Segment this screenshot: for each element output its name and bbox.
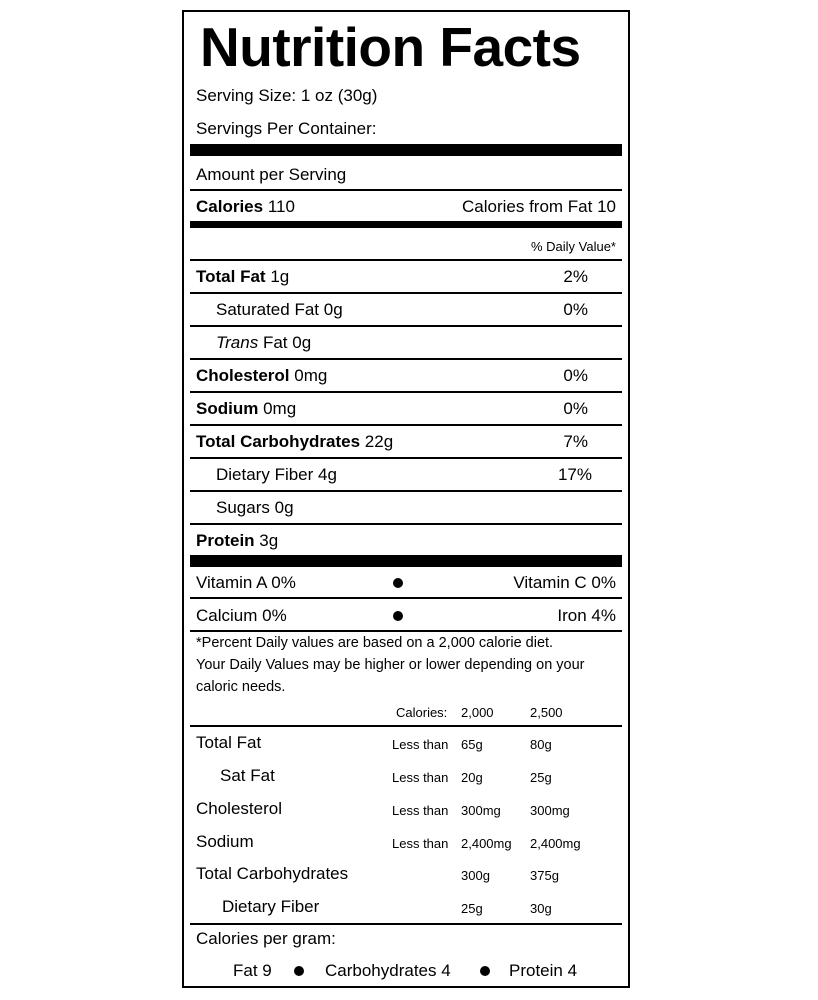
dv-row-qualifier: Less than bbox=[392, 803, 449, 818]
vitamin-right: Vitamin C 0% bbox=[513, 573, 616, 592]
dv-row-col2: 80g bbox=[530, 737, 552, 752]
nutrient-amount: 0mg bbox=[294, 366, 328, 385]
dv-row-name: Total Carbohydrates bbox=[196, 864, 349, 883]
divider bbox=[190, 358, 622, 360]
calories-label: Calories bbox=[196, 197, 264, 216]
nutrient-row-cholesterol bbox=[196, 366, 327, 386]
calories-per-gram-label: Calories per gram: bbox=[196, 929, 336, 948]
footnote bbox=[196, 632, 626, 698]
dv-row-col2: 300mg bbox=[530, 803, 570, 818]
nutrient-dv: 0% bbox=[563, 300, 588, 319]
dv-row-col1: 300mg bbox=[461, 803, 501, 818]
medium-divider bbox=[190, 221, 622, 228]
calories-per-gram-carbohydrates: Carbohydrates 4 bbox=[325, 961, 451, 980]
divider bbox=[190, 457, 622, 459]
nutrient-dv: 0% bbox=[563, 366, 588, 385]
nutrient-name: Saturated Fat bbox=[216, 300, 320, 319]
footnote-line: caloric needs. bbox=[196, 679, 286, 695]
nutrient-name: Dietary Fiber bbox=[216, 465, 314, 484]
dv-row-qualifier: Less than bbox=[392, 737, 449, 752]
vitamin-right: Iron 4% bbox=[557, 606, 616, 625]
dv-row-col1: 300g bbox=[461, 868, 490, 883]
nutrient-name: Sugars bbox=[216, 498, 270, 517]
nutrient-dv: 2% bbox=[563, 267, 588, 286]
nutrient-row-saturated-fat bbox=[216, 300, 343, 320]
divider bbox=[190, 189, 622, 191]
calories-row bbox=[196, 197, 295, 217]
nutrition-facts-label bbox=[182, 10, 630, 988]
dv-row-col1: 25g bbox=[461, 901, 483, 916]
thick-divider bbox=[190, 555, 622, 567]
dv-row-col1: 2,400mg bbox=[461, 836, 512, 851]
dv-row-name: Dietary Fiber bbox=[222, 897, 320, 916]
divider bbox=[190, 259, 622, 261]
nutrient-name: Total Carbohydrates bbox=[196, 432, 361, 451]
thick-divider bbox=[190, 144, 622, 156]
dv-row-name: Cholesterol bbox=[196, 799, 282, 818]
dv-row-col2: 25g bbox=[530, 770, 552, 785]
nutrient-name: Fat bbox=[262, 333, 288, 352]
nutrient-name: Total Fat bbox=[196, 267, 266, 286]
nutrient-amount: 0g bbox=[292, 333, 312, 352]
calories-from-fat: Calories from Fat 10 bbox=[462, 197, 616, 216]
dv-row-col2: 375g bbox=[530, 868, 559, 883]
nutrient-name-italic: Trans bbox=[216, 333, 259, 352]
dv-row-col1: 65g bbox=[461, 737, 483, 752]
amount-per-serving: Amount per Serving bbox=[196, 165, 347, 184]
calories-value: 110 bbox=[267, 197, 295, 216]
nutrient-amount: 1g bbox=[270, 267, 290, 286]
nutrient-amount: 4g bbox=[318, 465, 337, 484]
servings-per-container: Servings Per Container: bbox=[196, 119, 377, 138]
nutrient-dv: 0% bbox=[563, 399, 588, 418]
dv-row-col1: 20g bbox=[461, 770, 483, 785]
bullet-icon bbox=[393, 578, 403, 588]
divider bbox=[190, 523, 622, 525]
divider bbox=[190, 325, 622, 327]
label-title: Nutrition Facts bbox=[200, 16, 581, 78]
nutrient-row-trans-fat bbox=[216, 333, 311, 353]
nutrient-amount: 0g bbox=[274, 498, 294, 517]
nutrient-row-sodium bbox=[196, 399, 296, 419]
bullet-icon bbox=[294, 966, 304, 976]
divider bbox=[190, 923, 622, 925]
calories-per-gram-fat: Fat 9 bbox=[233, 961, 272, 980]
dv-row-qualifier: Less than bbox=[392, 836, 449, 851]
bullet-icon bbox=[393, 611, 403, 621]
nutrient-row-dietary-fiber bbox=[216, 465, 337, 485]
nutrient-name: Sodium bbox=[196, 399, 259, 418]
nutrient-row-protein bbox=[196, 531, 278, 551]
nutrient-dv: 7% bbox=[563, 432, 588, 451]
dv-table-calories-label: Calories: bbox=[396, 705, 448, 720]
nutrient-row-total-fat bbox=[196, 267, 289, 287]
divider bbox=[190, 292, 622, 294]
footnote-line: *Percent Daily values are based on a 2,000 calorie diet. bbox=[196, 635, 554, 651]
dv-row-qualifier: Less than bbox=[392, 770, 449, 785]
divider bbox=[190, 490, 622, 492]
dv-table-col1-header: 2,000 bbox=[461, 705, 494, 720]
dv-row-col2: 2,400mg bbox=[530, 836, 581, 851]
divider bbox=[190, 424, 622, 426]
divider bbox=[190, 725, 622, 727]
bullet-icon bbox=[480, 966, 490, 976]
vitamin-left: Vitamin A 0% bbox=[196, 573, 296, 592]
nutrient-amount: 0mg bbox=[263, 399, 297, 418]
nutrient-amount: 22g bbox=[364, 432, 394, 451]
serving-size: Serving Size: 1 oz (30g) bbox=[196, 86, 378, 105]
nutrient-amount: 3g bbox=[259, 531, 279, 550]
divider bbox=[190, 391, 622, 393]
nutrient-amount: 0g bbox=[323, 300, 343, 319]
nutrient-dv: 17% bbox=[557, 465, 592, 484]
nutrient-name: Cholesterol bbox=[196, 366, 290, 385]
dv-row-name: Sodium bbox=[196, 832, 254, 851]
footnote-line: Your Daily Values may be higher or lower depending on your bbox=[196, 657, 585, 673]
dv-row-name: Total Fat bbox=[196, 733, 262, 752]
nutrient-name: Protein bbox=[196, 531, 255, 550]
divider bbox=[190, 597, 622, 599]
nutrient-row-sugars bbox=[216, 498, 294, 518]
calories-per-gram-protein: Protein 4 bbox=[509, 961, 578, 980]
dv-row-name: Sat Fat bbox=[220, 766, 275, 785]
nutrient-row-total-carbohydrates bbox=[196, 432, 393, 452]
dv-row-col2: 30g bbox=[530, 901, 552, 916]
dv-table-col2-header: 2,500 bbox=[530, 705, 563, 720]
vitamin-left: Calcium 0% bbox=[196, 606, 287, 625]
daily-value-header: % Daily Value* bbox=[530, 239, 616, 254]
